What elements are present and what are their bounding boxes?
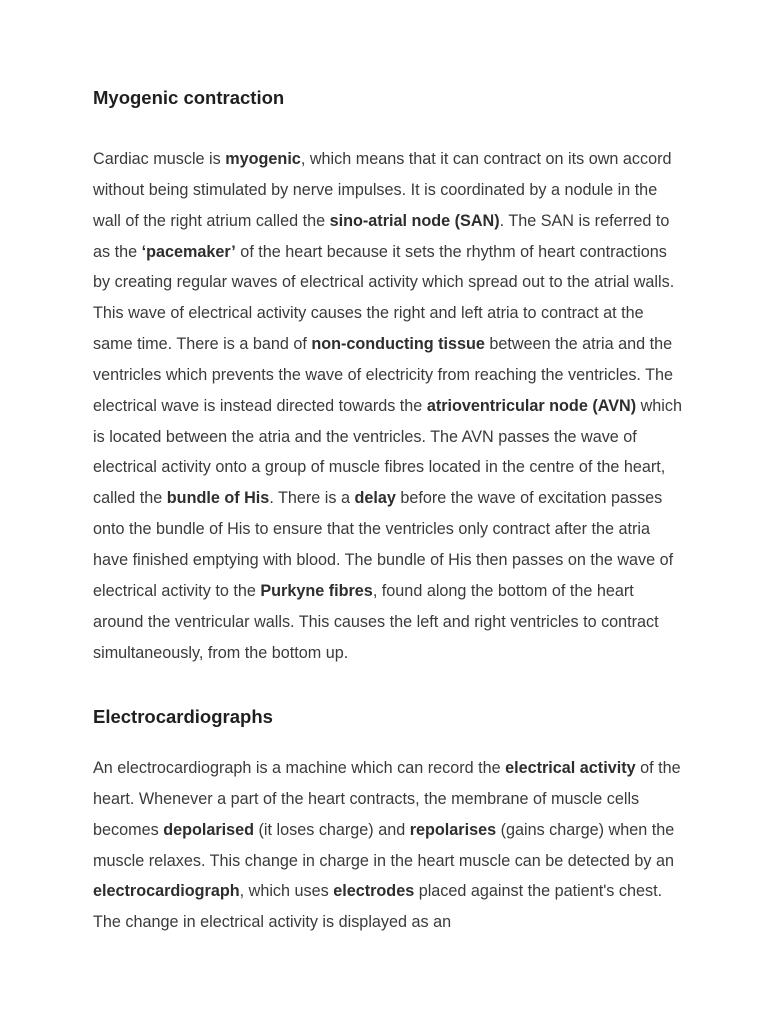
- text-run: of the heart. Whenever a part of the heart contracts, the membrane of muscle cells becomes: [93, 759, 681, 839]
- bold-term: delay: [354, 489, 396, 508]
- text-run: , which uses: [239, 882, 334, 901]
- bold-term: depolarised: [163, 820, 255, 839]
- text-run: Cardiac muscle is: [93, 150, 226, 168]
- bold-term: atrioventricular node (AVN): [426, 396, 637, 415]
- text-run: between the atria and the ventricles which prevents the wave of electricity from reaching the ventricles. The electrical wave is instead directed towards the: [93, 335, 674, 415]
- text-run: before the wave of excitation passes onto the bundle of His to ensure that the ventricles only contract after the atria have finished emptying with blood. The bundle of His then passes on the wave of electrical activity to the: [93, 489, 674, 600]
- bold-term: repolarises: [409, 820, 497, 839]
- bold-term: non-conducting tissue: [311, 335, 485, 354]
- text-run: (gains charge) when the muscle relaxes. This change in charge in the heart muscle can be detected by an: [93, 820, 675, 870]
- bold-term: myogenic: [225, 150, 301, 168]
- text-run: . There is a: [269, 489, 355, 508]
- bold-term: electrodes: [333, 882, 415, 901]
- paragraph-myogenic-contraction: [93, 144, 683, 668]
- text-run: which is located between the atria and the ventricles. The AVN passes the wave of electrical activity onto a group of muscle fibres located in the centre of the heart, called the: [93, 396, 682, 508]
- bold-term: ‘pacemaker’: [141, 242, 236, 261]
- text-run: , found along the bottom of the heart around the ventricular walls. This causes the left and right ventricles to contract simultaneously, from the bottom up.: [93, 581, 659, 662]
- bold-term: electrical activity: [505, 759, 636, 777]
- text-run: , which means that it can contract on its own accord without being stimulated by nerve impulses. It is coordinated by a nodule in the wall of the right atrium called the: [93, 150, 672, 230]
- bold-term: bundle of His: [166, 489, 270, 508]
- text-run: . The SAN is referred to as the: [93, 211, 670, 261]
- heading-electrocardiographs: Electrocardiographs: [93, 706, 273, 727]
- heading-myogenic-contraction: Myogenic contraction: [93, 87, 285, 108]
- text-run: (it loses charge) and: [254, 820, 410, 839]
- text-run: An electrocardiograph is a machine which can record the: [93, 759, 506, 777]
- text-run: of the heart because it sets the rhythm of heart contractions by creating regular waves of electrical activity which spread out to the atrial walls. This wave of electrical activity causes the right and left atria to contract at the same time. There is a band of: [93, 242, 675, 354]
- paragraph-electrocardiographs: [93, 753, 683, 938]
- bold-term: electrocardiograph: [93, 882, 240, 901]
- bold-term: Purkyne fibres: [260, 581, 373, 600]
- text-run: placed against the patient's chest. The change in electrical activity is displayed as an: [93, 882, 663, 932]
- bold-term: sino-atrial node (SAN): [329, 211, 500, 230]
